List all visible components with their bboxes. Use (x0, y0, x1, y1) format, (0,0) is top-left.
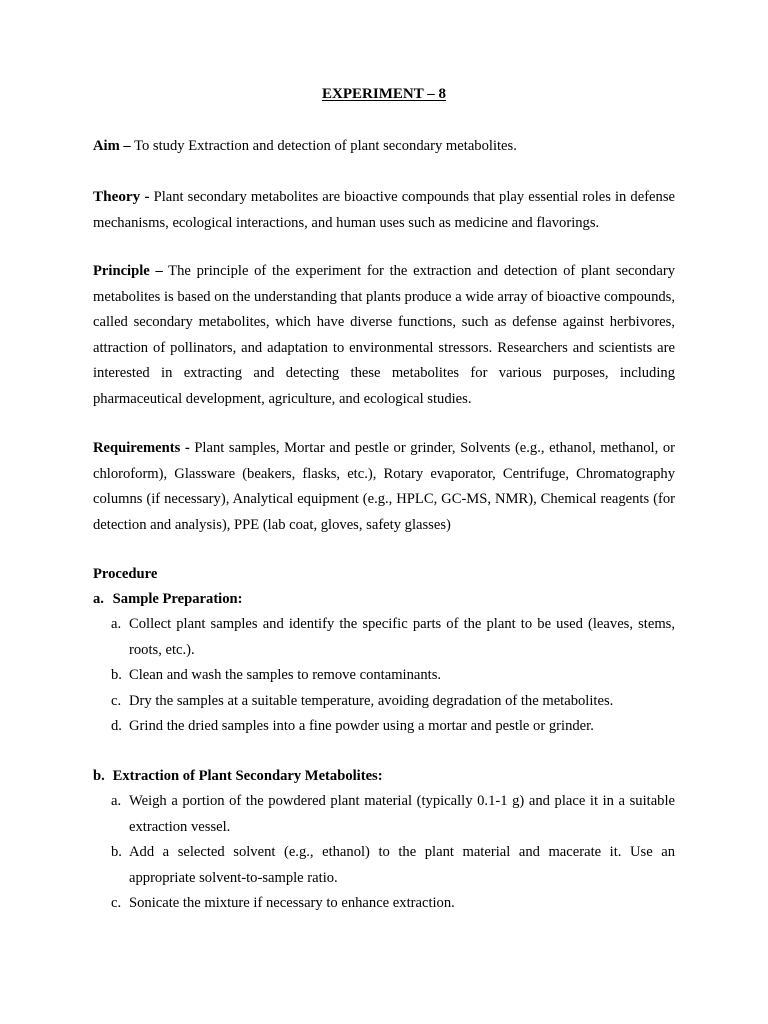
list-item-text: Clean and wash the samples to remove contaminants. (129, 667, 442, 683)
list-marker: b. (111, 844, 122, 860)
list-marker: a. (111, 616, 122, 632)
section-b-marker: b. (93, 768, 105, 784)
sample-preparation-list (111, 612, 675, 740)
list-marker: c. (111, 895, 122, 911)
list-item (111, 714, 675, 740)
theory-paragraph (93, 184, 675, 236)
list-item-text: Weigh a portion of the powdered plant material (typically 0.1-1 g) and place it in a suitable extraction vessel. (129, 793, 675, 835)
list-item-text: Grind the dried samples into a fine powder using a mortar and pestle or grinder. (129, 718, 594, 734)
list-marker: c. (111, 692, 122, 709)
procedure-heading: Procedure (93, 566, 158, 582)
section-a-marker: a. (93, 591, 104, 607)
list-marker: d. (111, 718, 122, 734)
list-item-text: Dry the samples at a suitable temperature, avoiding degradation of the metabolites. (129, 692, 614, 709)
principle-paragraph (93, 259, 675, 412)
aim-text: To study Extraction and detection of plant secondary metabolites. (130, 138, 517, 154)
list-item (111, 689, 675, 715)
requirements-label: Requirements - (93, 440, 190, 456)
extraction-list (111, 789, 675, 917)
aim-label: Aim – (93, 138, 131, 154)
list-item (111, 789, 675, 840)
list-item-text: Sonicate the mixture if necessary to enhance extraction. (129, 895, 455, 911)
list-item (111, 891, 675, 917)
theory-label: Theory - (93, 188, 150, 205)
page-title: EXPERIMENT – 8 (322, 86, 446, 102)
list-item (111, 663, 675, 689)
principle-label: Principle – (93, 263, 163, 279)
list-marker: b. (111, 667, 122, 683)
list-marker: a. (111, 793, 122, 809)
section-b-heading (93, 764, 383, 790)
section-b-title: Extraction of Plant Secondary Metabolites: (112, 768, 383, 784)
section-a-title: Sample Preparation: (112, 591, 243, 607)
list-item (111, 612, 675, 663)
list-item (111, 840, 675, 891)
theory-text: Plant secondary metabolites are bioactive compounds that play essential roles in defense mechanisms, ecological interactions, and human uses such as medicine and flavorings. (93, 189, 675, 231)
aim-paragraph (93, 134, 675, 160)
section-a-heading (93, 587, 243, 613)
requirements-text: Plant samples, Mortar and pestle or grinder, Solvents (e.g., ethanol, methanol, or chloroform), Glassware (beakers, flasks, etc.), Rotary evaporator, Centrifuge, Chromatography columns (if necessary), Analytical equipment (e.g., HPLC, GC-MS, NMR), Chemical reagents (for detection and analysis), PPE (lab coat, gloves, safety glasses) (93, 440, 675, 533)
list-item-text: Collect plant samples and identify the specific parts of the plant to be used (leaves, stems, roots, etc.). (129, 616, 675, 658)
requirements-paragraph (93, 436, 675, 538)
list-item-text: Add a selected solvent (e.g., ethanol) to the plant material and macerate it. Use an appropriate solvent-to-sample ratio. (129, 844, 675, 886)
principle-text: The principle of the experiment for the extraction and detection of plant secondary metabolites is based on the understanding that plants produce a wide array of bioactive compounds, called secondary metabolites, which have diverse functions, such as defense against herbivores, attraction of pollinators, and adaptation to environmental stressors. Researchers and scientists are interested in extracting and detecting these metabolites for various purposes, including pharmaceutical development, agriculture, and ecological studies. (93, 263, 675, 407)
